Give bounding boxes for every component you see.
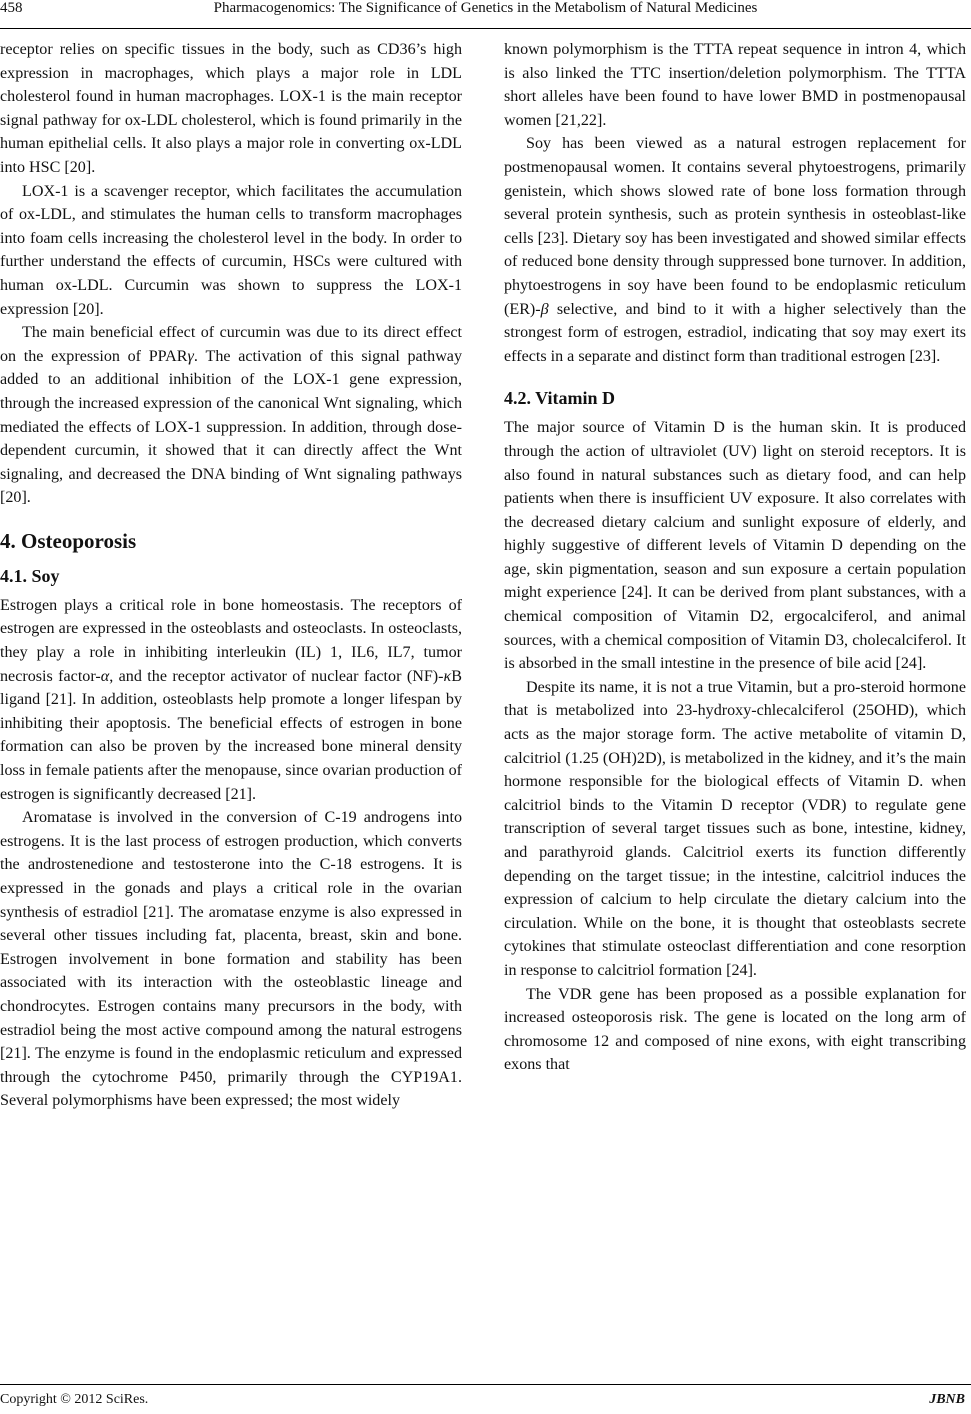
- paragraph: Despite its name, it is not a true Vitamin, but a pro-steroid hormone that is metabolized into 23-hydroxy-chlecalciferol (25OHD), which acts as the major storage form. The active metabolite of vitamin D, calcitriol (1.25 (OH)2D), is metabolized in the kidney, and it’s the main hormone responsible for the biological effects of Vitamin D. when calcitriol binds to the Vitamin D receptor (VDR) to regulate gene transcription of several target tissues such as bone, intestine, kidney, and parathyroid glands. Calcitriol exerts its function differently depending on the target tissue; in the intestine, calcitriol induces the expression of calcium to help circulate the dietary calcium into the circulation. While on the bone, it is thought that osteoblasts secrete cytokines that stimulate osteoclast differentiation and cone resorption in response to calcitriol formation [24].: [504, 678, 966, 979]
- text-run: selective, and bind to it with a higher selectively than the strongest form of estrogen, estradiol, indicating that soy may exert its effects in a separate and distinct form than traditional estrogen [23].: [504, 300, 966, 365]
- section-heading: 4. Osteoporosis: [0, 528, 137, 553]
- journal-abbreviation: JBNB: [929, 1392, 965, 1407]
- subsection-heading: 4.1. Soy: [0, 565, 60, 586]
- paragraph: LOX-1 is a scavenger receptor, which facilitates the accumulation of ox-LDL, and stimulates the human cells to transform macrophages into foam cells increasing the cholesterol level in the body. In order to further understand the effects of curcumin, HSCs were cultured with human ox-LDL. Curcumin was shown to suppress the LOX-1 expression [20].: [0, 182, 462, 318]
- footer-rule: [0, 1384, 971, 1385]
- right-column: [504, 38, 966, 1077]
- left-column: [0, 38, 462, 1113]
- text-run: , and the receptor activator of nuclear factor (NF)-: [109, 667, 444, 685]
- paragraph: Aromatase is involved in the conversion of C-19 androgens into estrogens. It is the last process of estrogen production, which converts the androstenedione and testosterone into the C-18 estrogens. It is expressed in the gonads and plays a critical role in the ovarian synthesis of estradiol [21]. The aromatase enzyme is also expressed in several other tissues including fat, placenta, breast, skin and bone. Estrogen involvement in bone formation and stability has been associated with its interaction with the osteoblastic lineage and chondrocytes. Estrogen contains many precursors in the body, with estradiol being the most active compound among the natural estrogens [21]. The enzyme is found in the endoplasmic reticulum and expressed through the cytochrome P450, primarily through the CYP19A1. Several polymorphisms have been expressed; the most widely: [0, 809, 462, 1110]
- subsection-heading: 4.2. Vitamin D: [504, 388, 616, 409]
- copyright-notice: Copyright © 2012 SciRes.: [0, 1392, 149, 1407]
- text-run: . The activation of this signal pathway added to an additional inhibition of the LOX-1 gene expression, through the increased expression of the canonical Wnt signaling, which mediated the effects of LOX-1 suppression. In addition, through dose-dependent curcumin, it showed that it can directly affect the Wnt signaling, and decreased the DNA binding of Wnt signaling pathways [20].: [0, 347, 463, 507]
- text-run: The main beneficial effect of curcumin was due to its direct effect on the expression of PPAR: [0, 324, 462, 365]
- paragraph: receptor relies on specific tissues in the body, such as CD36’s high expression in macrophages, which plays a major role in LDL cholesterol found in human macrophages. LOX-1 is the main receptor signal pathway for ox-LDL cholesterol, which is found primarily in the human epithelial cells. It also plays a major role in converting ox-LDL into HSC [20].: [0, 41, 462, 176]
- paragraph: [0, 594, 462, 806]
- paragraph: [0, 321, 462, 510]
- paragraph: The VDR gene has been proposed as a possible explanation for increased osteoporosis risk. The gene is located on the long arm of chromosome 12 and composed of nine exons, with eight transcribing exons that: [504, 985, 966, 1074]
- page-header: [0, 0, 971, 28]
- running-title: Pharmacogenomics: The Significance of Genetics in the Metabolism of Natural Medicines: [213, 0, 758, 16]
- greek-beta: β: [540, 300, 549, 318]
- text-run: B ligand [21]. In addition, osteoblasts help promote a longer lifespan by inhibiting their apoptosis. The beneficial effects of estrogen in bone formation can also be proven by the increased bone mineral density loss in female patients after the menopause, since ovarian production of estrogen is significantly decreased [21].: [0, 667, 462, 803]
- text-run: Estrogen plays a critical role in bone homeostasis. The receptors of estrogen are expressed in the osteoblasts and osteoclasts. In osteoclasts, they play a role in inhibiting interleukin (IL) 1, IL6, IL7, tumor necrosis factor-: [0, 596, 462, 685]
- page-number: 458: [0, 0, 23, 16]
- greek-gamma: γ: [187, 347, 194, 365]
- paragraph: known polymorphism is the TTTA repeat sequence in intron 4, which is also linked the TTC insertion/deletion polymorphism. The TTTA short alleles have been found to have lower BMD in postmenopausal women [21,22].: [504, 41, 966, 129]
- greek-kappa: κ: [443, 667, 452, 685]
- paragraph: The major source of Vitamin D is the human skin. It is produced through the action of ultraviolet (UV) light on steroid receptors. It is also found in natural substances such as dietary food, and can help patients when there is insufficient UV exposure. It also correlates with the decreased dietary calcium and sunlight exposure of elderly, and highly suggestive of different levels of Vitamin D depending on the age, skin pigmentation, season and sun exposure a certain population might experience [24]. It can be derived from plant substances, with a chemical composition of Vitamin D2, ergocalciferol, and animal sources, with a chemical composition of Vitamin D3, cholecalciferol. It is absorbed in the small intestine in the presence of bile acid [24].: [504, 419, 966, 673]
- greek-alpha: α: [100, 667, 110, 685]
- paragraph: [504, 132, 966, 368]
- header-rule: [0, 28, 971, 29]
- text-run: Soy has been viewed as a natural estrogen replacement for postmenopausal women. It contains several phytoestrogens, primarily genistein, which shows slowed rate of bone loss formation through several protein synthesis, such as protein synthesis in osteoblast-like cells [23]. Dietary soy has been investigated and showed similar effects of reduced bone density through suppressed bone turnover. In addition, phytoestrogens in soy have been found to be endoplasmic reticulum (ER)-: [504, 135, 966, 318]
